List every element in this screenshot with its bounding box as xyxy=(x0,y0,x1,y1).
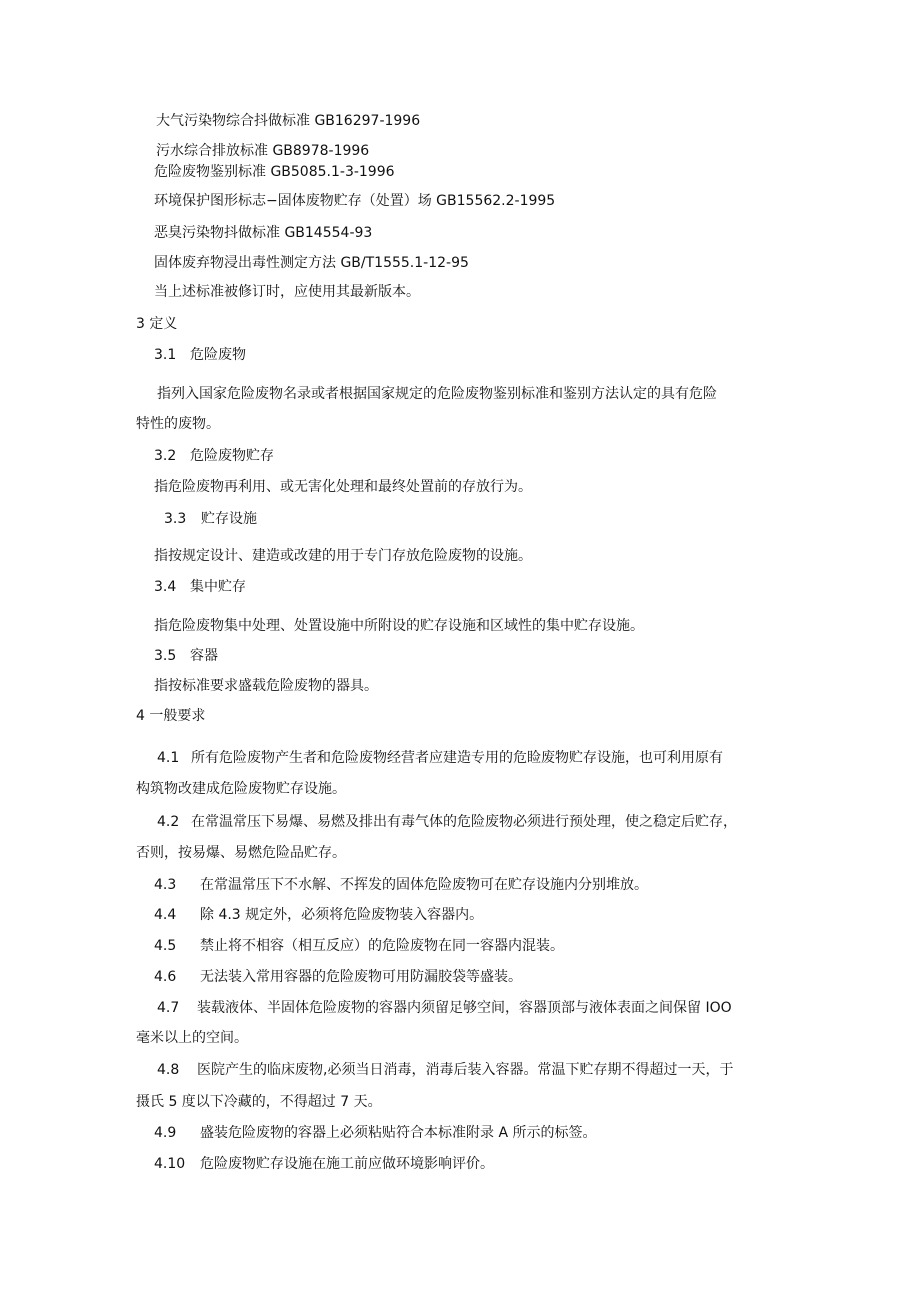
requirement-item xyxy=(154,936,564,956)
clause-number: 4.2 xyxy=(157,814,180,830)
definition-text: 指按标准要求盛载危险废物的器具。 xyxy=(154,678,378,694)
definition-text: 指列入国家危险废物名录或者根据国家规定的危险废物鉴别标准和鉴别方法认定的具有危险 xyxy=(157,386,717,402)
definition-text: 指按规定设计、建造或改建的用于专门存放危险废物的设施。 xyxy=(154,548,532,564)
term: 容器 xyxy=(190,648,218,664)
requirement-text: 禁止将不相容（相互反应）的危险废物在同一容器内混装。 xyxy=(200,938,564,954)
ref-line: 环境保护图形标志−固体废物贮存（处置）场 GB15562.2-1995 xyxy=(154,193,556,209)
requirement-item xyxy=(157,998,732,1018)
definition-heading xyxy=(164,509,257,529)
clause-number: 4.5 xyxy=(154,938,177,954)
ref-line: 恶臭污染物抖做标准 GB14554-93 xyxy=(154,225,373,241)
term: 集中贮存 xyxy=(190,579,246,595)
requirement-item xyxy=(157,1060,733,1080)
clause-number: 3.1 xyxy=(154,347,177,363)
clause-number: 4.6 xyxy=(154,969,177,985)
definition-text: 指危险废物再利用、或无害化处理和最终处置前的存放行为。 xyxy=(154,479,532,495)
requirement-item xyxy=(154,1123,596,1143)
requirement-item xyxy=(154,875,648,895)
clause-number: 4.7 xyxy=(157,1000,180,1016)
clause-number: 4.9 xyxy=(154,1125,177,1141)
requirement-item xyxy=(157,812,737,832)
term: 危险废物贮存 xyxy=(190,448,274,464)
clause-number: 3.5 xyxy=(154,648,177,664)
clause-number: 3.4 xyxy=(154,579,177,595)
definition-text: 特性的废物。 xyxy=(136,416,220,432)
definition-heading xyxy=(154,577,246,597)
ref-line: 大气污染物综合抖做标准 GB16297-1996 xyxy=(156,113,421,129)
requirement-text: 除 4.3 规定外，必须将危险废物装入容器内。 xyxy=(200,907,484,923)
requirement-text: 所有危险废物产生者和危险废物经营者应建造专用的危睑废物贮存设施，也可利用原有 xyxy=(191,750,723,766)
requirement-item xyxy=(154,967,522,987)
term: 贮存设施 xyxy=(201,511,257,527)
requirement-text: 装载液体、半固体危险废物的容器内须留足够空间，容器顶部与液体表面之间保留 IOO xyxy=(197,1000,732,1016)
requirement-text: 医院产生的临床废物,必须当日消毒，消毒后装入容器。常温下贮存期不得超过一天，于 xyxy=(197,1062,734,1078)
requirement-item xyxy=(154,905,483,925)
section-heading-general-requirements: 4 一般要求 xyxy=(136,708,206,724)
definition-text: 指危险废物集中处理、处置设施中所附设的贮存设施和区域性的集中贮存设施。 xyxy=(154,618,644,634)
section-heading-definitions: 3 定义 xyxy=(136,316,178,332)
clause-number: 4.1 xyxy=(157,750,180,766)
ref-line: 固体废弃物浸出毒性测定方法 GB/T1555.1-12-95 xyxy=(154,255,469,271)
requirement-text: 无法装入常用容器的危险废物可用防漏胶袋等盛装。 xyxy=(200,969,522,985)
requirement-text: 在常温常压下易爆、易燃及排出有毒气体的危险废物必须进行预处理，使之稳定后贮存， xyxy=(191,814,737,830)
ref-line: 污水综合排放标准 GB8978-1996 xyxy=(156,143,370,159)
requirement-text: 否则，按易爆、易燃危险品贮存。 xyxy=(136,845,346,861)
requirement-item xyxy=(154,1154,494,1174)
clause-number: 4.3 xyxy=(154,877,177,893)
definition-heading xyxy=(154,446,274,466)
term: 危险废物 xyxy=(190,347,246,363)
clause-number: 3.2 xyxy=(154,448,177,464)
requirement-text: 盛装危险废物的容器上必须粘贴符合本标准附录 A 所示的标签。 xyxy=(200,1125,597,1141)
requirement-item xyxy=(157,748,723,768)
definition-heading xyxy=(154,345,246,365)
revision-note: 当上述标准被修订时，应使用其最新版本。 xyxy=(154,284,420,300)
ref-line: 危险废物鉴别标准 GB5085.1-3-1996 xyxy=(154,164,395,180)
clause-number: 4.8 xyxy=(157,1062,180,1078)
clause-number: 3.3 xyxy=(164,511,187,527)
clause-number: 4.10 xyxy=(154,1156,186,1172)
clause-number: 4.4 xyxy=(154,907,177,923)
requirement-text: 在常温常压下不水解、不挥发的固体危险废物可在贮存设施内分别堆放。 xyxy=(200,877,648,893)
definition-heading xyxy=(154,646,218,666)
requirement-text: 危险废物贮存设施在施工前应做环境影响评价。 xyxy=(200,1156,494,1172)
requirement-text: 毫米以上的空间。 xyxy=(136,1030,248,1046)
requirement-text: 构筑物改建成危险废物贮存设施。 xyxy=(136,781,346,797)
requirement-text: 摄氏 5 度以下冷藏的，不得超过 7 天。 xyxy=(136,1094,382,1110)
